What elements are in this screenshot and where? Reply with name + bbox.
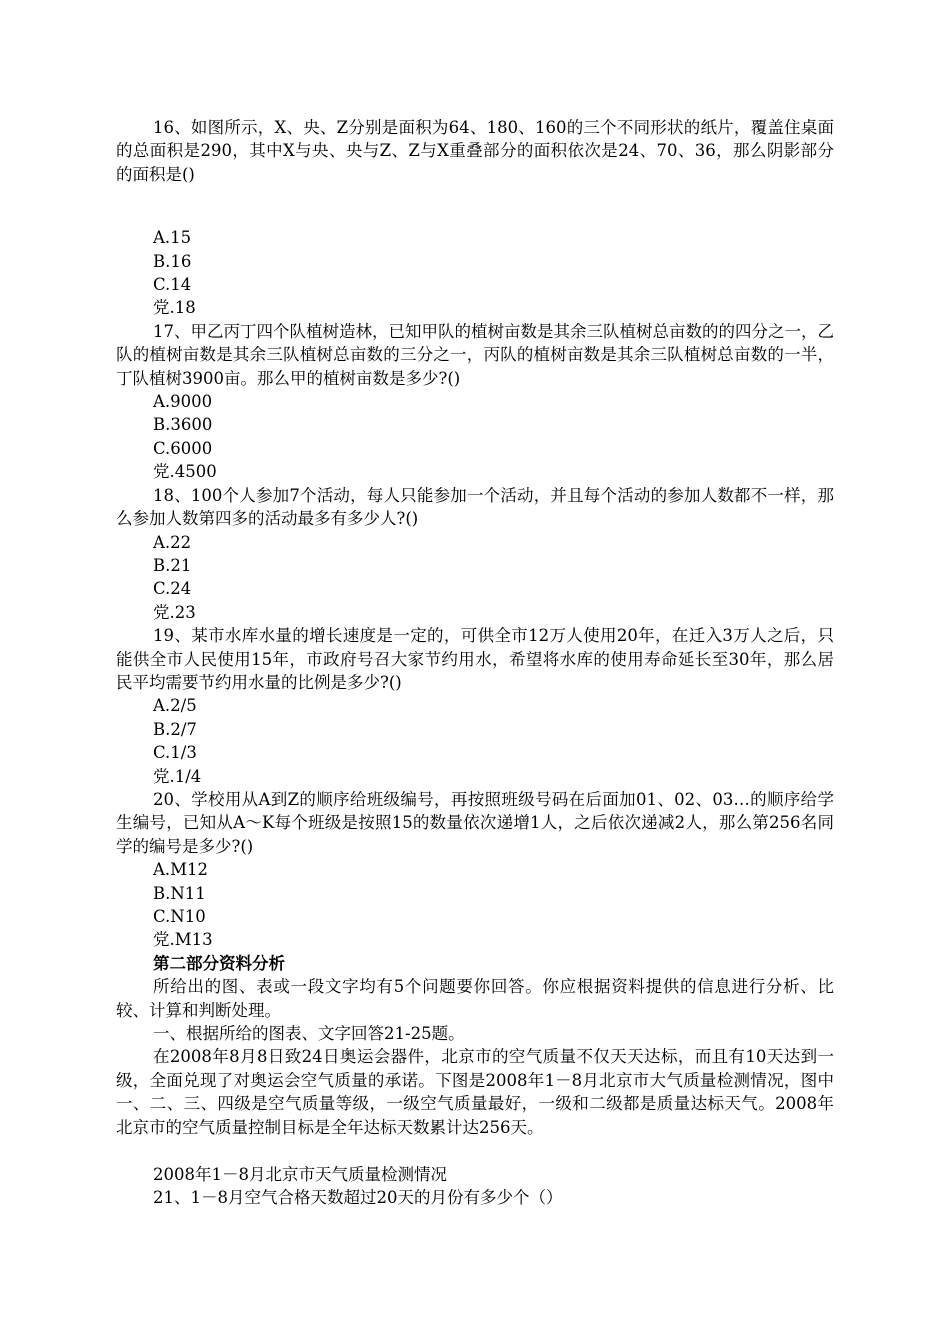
section-passage: 在2008年8月8日致24日奥运会器件，北京市的空气质量不仅天天达标，而且有10天达到一级，全面兑现了对奥运会空气质量的承诺。下图是2008年1－8月北京市大气质量检测情况，图中一、二、三、四级是空气质量等级，一级空气质量最好，一级和二级都是质量达标天气。2008年北京市的空气质量控制目标是全年达标天数累计达256天。 [116, 1047, 834, 1137]
question-18-stem: 18、100个人参加7个活动，每人只能参加一个活动，并且每个活动的参加人数都不一样，那么参加人数第四多的活动最多有多少人?() [116, 485, 834, 529]
question-16-stem: 16、如图所示，X、央、Z分别是面积为64、180、160的三个不同形状的纸片，覆盖住桌面的总面积是290，其中X与央、央与Z、Z与X重叠部分的面积依次是24、70、36，那么阴影部分的面积是() [116, 118, 834, 184]
question-20-option-b: B.N11 [153, 883, 206, 903]
spacer [116, 1139, 834, 1163]
question-17-option-a: A.9000 [153, 392, 213, 412]
question-20-option-a: A.M12 [153, 860, 209, 880]
section-heading: 第二部分资料分析 [153, 953, 285, 973]
question-16-option-c: C.14 [153, 275, 192, 295]
question-18-option-a: A.22 [153, 532, 192, 552]
question-17-option-c: C.6000 [153, 438, 213, 458]
section-intro: 所给出的图、表或一段文字均有5个问题要你回答。你应根据资料提供的信息进行分析、比较、计算和判断处理。 [116, 977, 834, 1020]
question-20-stem: 20、学校用从A到Z的顺序给班级编号，再按照班级号码在后面加01、02、03…的顺序给学生编号，已知从A～K每个班级是按照15的数量依次递增1人，之后依次递减2人，那么第256名同学的编号是多少?() [116, 789, 834, 856]
question-16-option-b: B.16 [153, 251, 192, 271]
question-17-option-d: 党.4500 [153, 462, 217, 482]
question-20-option-c: C.N10 [153, 907, 206, 926]
question-19-option-d: 党.1/4 [153, 766, 202, 786]
figure-placeholder [116, 186, 834, 226]
question-18-option-c: C.24 [153, 579, 192, 599]
question-18-option-b: B.21 [153, 555, 192, 575]
question-16-option-d: 党.18 [153, 298, 196, 318]
figure-caption: 2008年1－8月北京市天气质量检测情况 [153, 1165, 447, 1185]
question-19-stem: 19、某市水库水量的增长速度是一定的，可供全市12万人使用20年，在迁入3万人之后，只能供全市人民使用15年，市政府号召大家节约用水，希望将水库的使用寿命延长至30年，那么居民平均需要节约用水量的比例是多少?() [116, 626, 834, 692]
question-19-option-b: B.2/7 [153, 719, 197, 739]
question-16-option-a: A.15 [153, 228, 192, 248]
document-body [116, 116, 834, 1210]
question-17-stem: 17、甲乙丙丁四个队植树造林，已知甲队的植树亩数是其余三队植树总亩数的的四分之一，乙队的植树亩数是其余三队植树总亩数的三分之一，丙队的植树亩数是其余三队植树总亩数的一半，丁队植树3900亩。那么甲的植树亩数是多少?() [116, 321, 834, 388]
question-19-option-a: A.2/5 [153, 696, 197, 716]
question-20-option-d: 党.M13 [153, 930, 213, 950]
section-part-instruction: 一、根据所给的图表、文字回答21-25题。 [153, 1024, 465, 1044]
question-19-option-c: C.1/3 [153, 743, 197, 763]
question-18-option-d: 党.23 [153, 602, 196, 622]
question-17-option-b: B.3600 [153, 415, 213, 435]
question-21-stem: 21、1－8月空气合格天数超过20天的月份有多少个（） [153, 1188, 563, 1208]
